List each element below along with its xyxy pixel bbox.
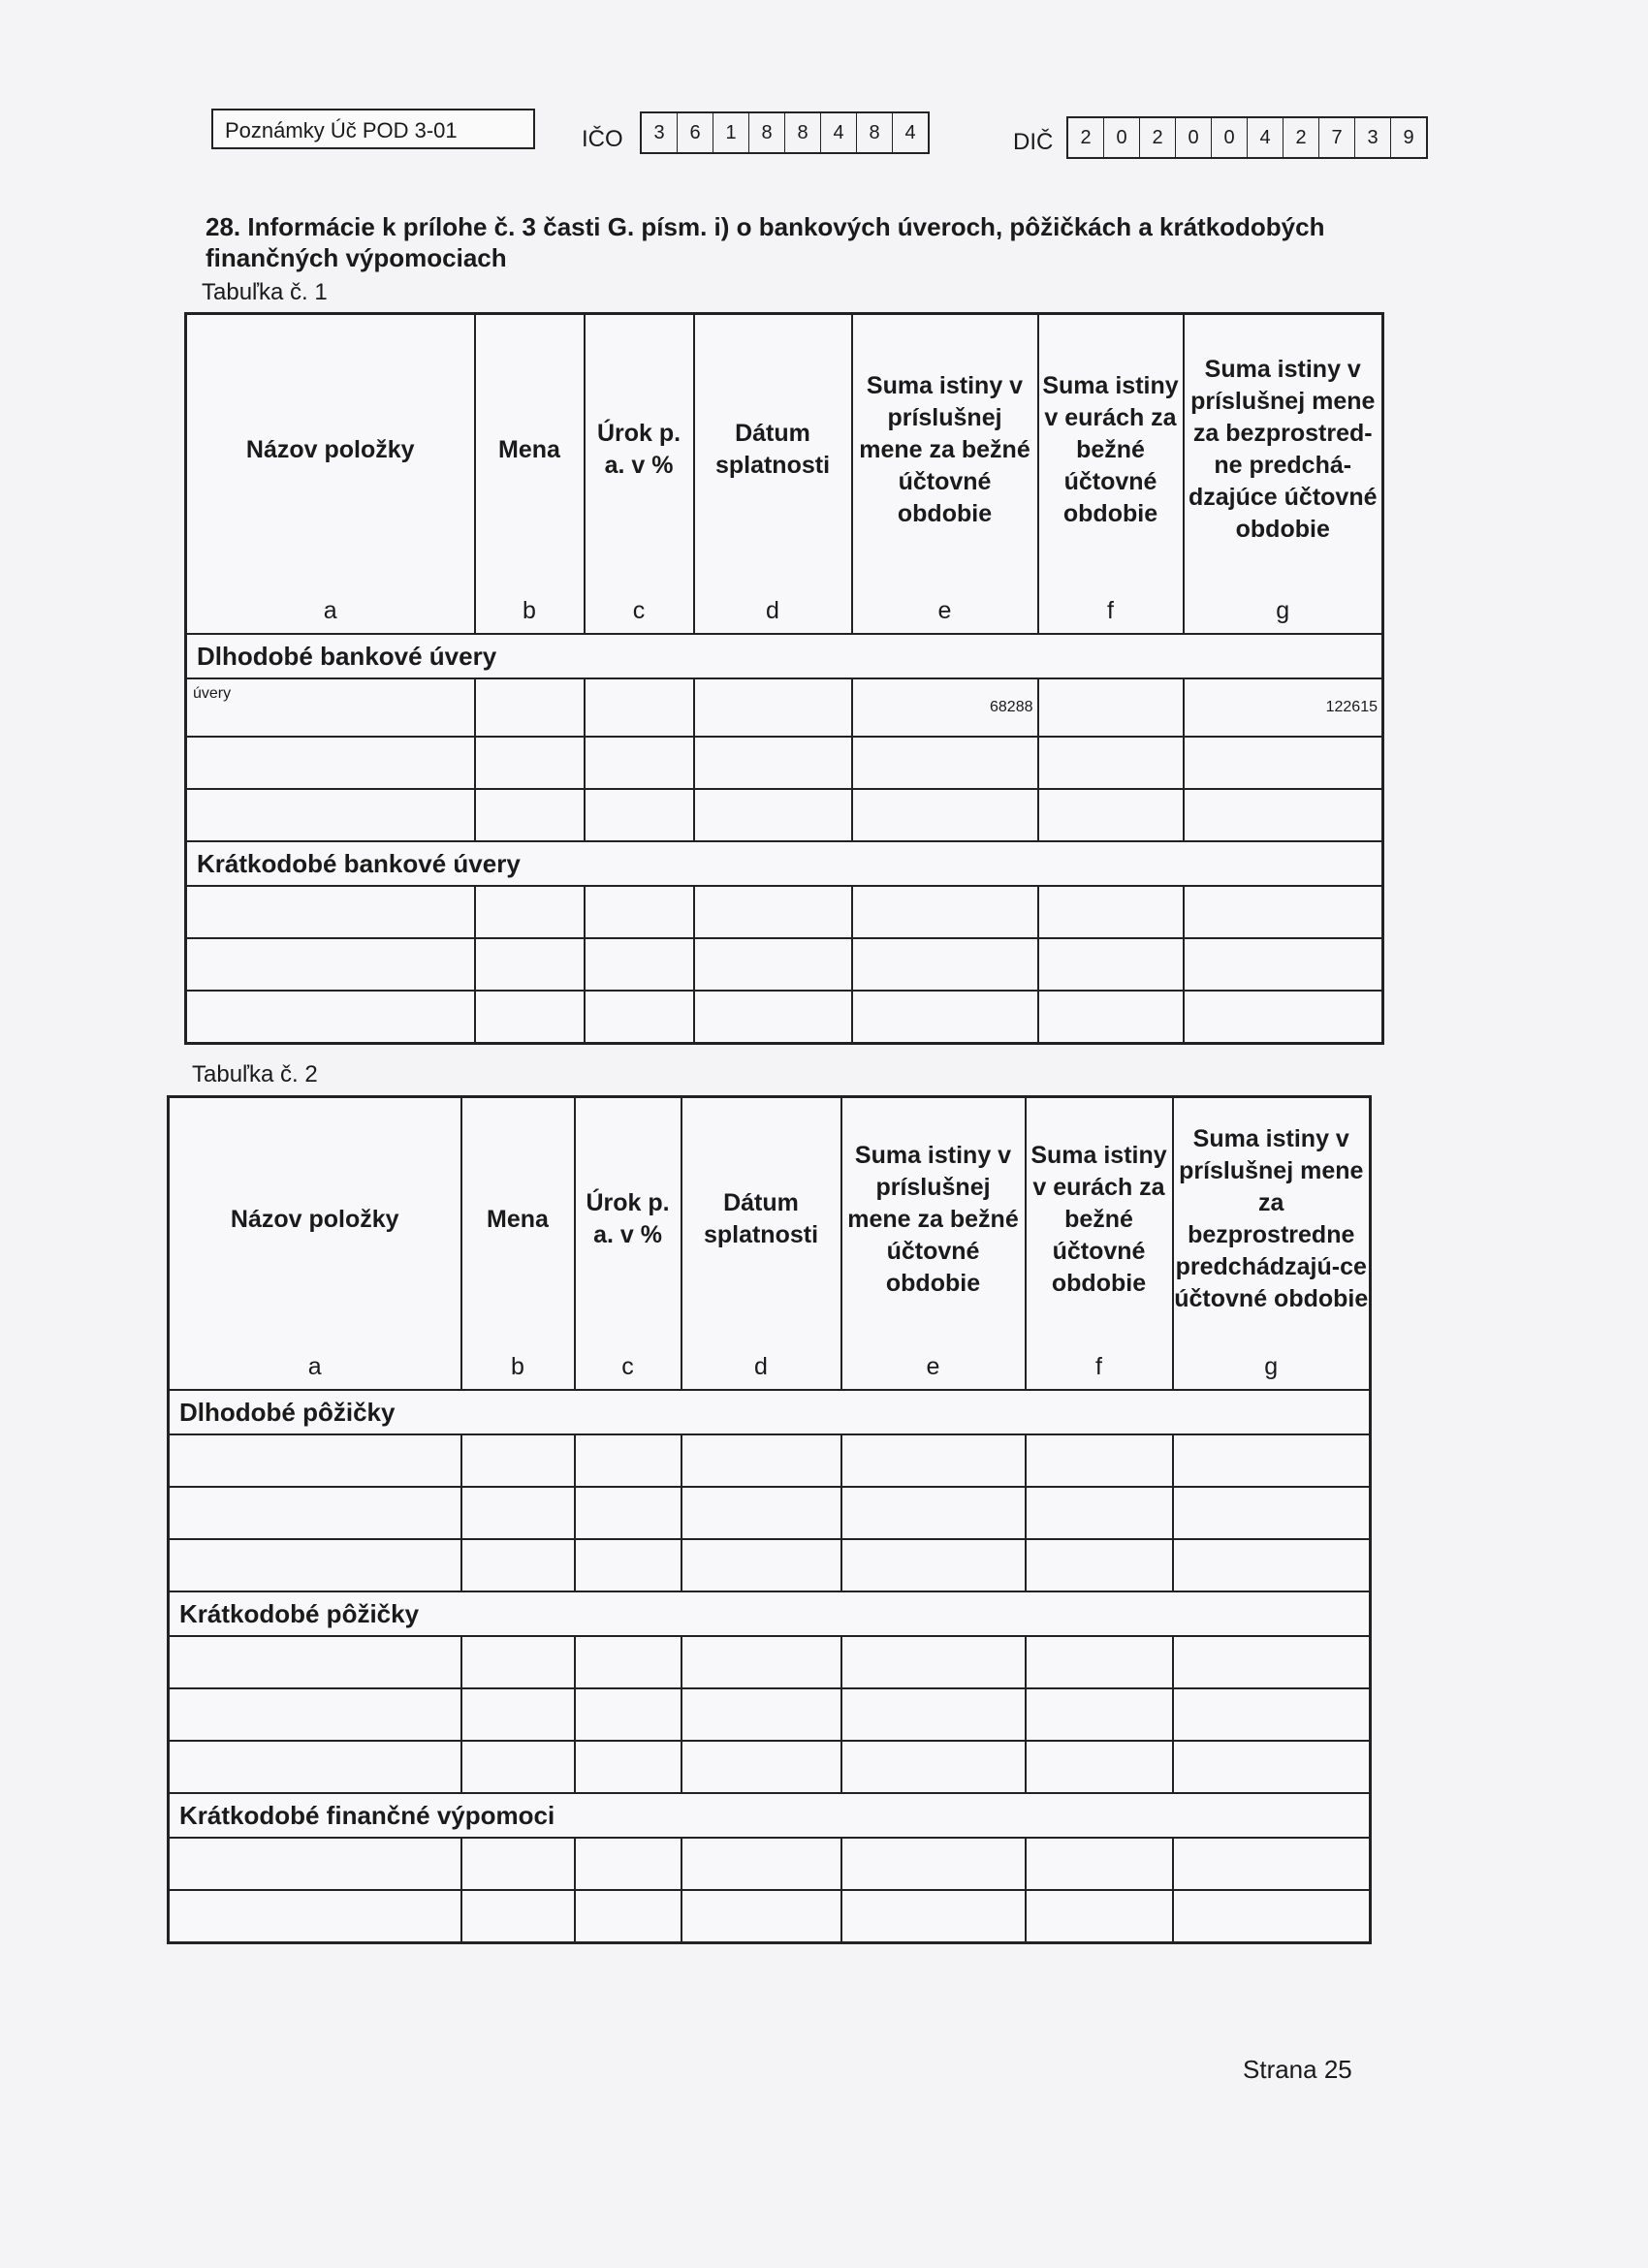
- dic-digit: 4: [1248, 118, 1284, 157]
- table-cell: [575, 1434, 681, 1487]
- col-letter: g: [1173, 1340, 1371, 1390]
- table-cell: [1026, 1741, 1173, 1793]
- col-letter: d: [681, 1340, 841, 1390]
- col-header-currency: Mena: [461, 1097, 575, 1341]
- table-cell: [1173, 1688, 1371, 1741]
- table-cell: [575, 1890, 681, 1943]
- ico-digit: 3: [642, 113, 678, 152]
- dic-digit: 0: [1212, 118, 1248, 157]
- table-cell: [169, 1688, 461, 1741]
- table-cell: [575, 1539, 681, 1591]
- dic-digit: 0: [1104, 118, 1140, 157]
- dic-digit: 9: [1403, 127, 1414, 148]
- table-cell: [852, 789, 1038, 841]
- table-cell: [1184, 886, 1383, 938]
- section-long-term-loans: Dlhodobé pôžičky: [169, 1390, 1371, 1434]
- table-cell: [1184, 991, 1383, 1044]
- table-cell: [841, 1487, 1026, 1539]
- dic-label: DIČ: [1013, 129, 1054, 155]
- row-label-loans: úvery: [186, 678, 475, 737]
- col-header-sum-currency: Suma istiny v príslušnej mene za bežné účtovné obdobie: [852, 314, 1038, 585]
- ico-digit: 6: [678, 113, 713, 152]
- table-cell: [585, 938, 694, 991]
- form-code: Poznámky Úč POD 3-01: [225, 118, 458, 142]
- table-cell: [1173, 1434, 1371, 1487]
- col-header-sum-prev: Suma istiny v príslušnej mene za bezprostredne predchádzajú-ce účtovné obdobie: [1173, 1097, 1371, 1341]
- col-header-interest: Úrok p. a. v %: [575, 1097, 681, 1341]
- ico-digit: 4: [821, 113, 857, 152]
- table-cell: [575, 1838, 681, 1890]
- table-cell: [1026, 1688, 1173, 1741]
- table-cell: [169, 1890, 461, 1943]
- table-cell: [694, 886, 852, 938]
- col-letter: e: [852, 584, 1038, 634]
- table-cell: [681, 1539, 841, 1591]
- table-cell: [169, 1636, 461, 1688]
- table-cell: [694, 789, 852, 841]
- table-cell: [475, 886, 585, 938]
- table-cell: [852, 886, 1038, 938]
- dic-digit: 2: [1068, 118, 1104, 157]
- table2: [167, 1095, 1372, 1944]
- table-cell: [694, 678, 852, 737]
- table-cell: [169, 1434, 461, 1487]
- table-cell: [1173, 1838, 1371, 1890]
- table-cell: [475, 789, 585, 841]
- table-cell: [585, 886, 694, 938]
- table-cell: [186, 737, 475, 789]
- table-cell: [694, 991, 852, 1044]
- table-cell: [169, 1487, 461, 1539]
- col-letter: g: [1184, 584, 1383, 634]
- table-cell: [1038, 737, 1184, 789]
- col-header-currency: Mena: [475, 314, 585, 585]
- table-cell: [681, 1434, 841, 1487]
- table-cell: [1038, 789, 1184, 841]
- table-cell: [475, 737, 585, 789]
- table-cell: [585, 789, 694, 841]
- table-cell: [841, 1434, 1026, 1487]
- section-long-term-bank-loans: Dlhodobé bankové úvery: [186, 634, 1383, 678]
- col-header-sum-eur: Suma istiny v eurách za bežné účtovné obdobie: [1026, 1097, 1173, 1341]
- col-header-maturity: Dátum splatnosti: [694, 314, 852, 585]
- table-cell: [681, 1487, 841, 1539]
- table-cell: [186, 991, 475, 1044]
- table-cell: [1038, 886, 1184, 938]
- table-cell: [1026, 1636, 1173, 1688]
- table-cell: [681, 1688, 841, 1741]
- table-cell: [461, 1636, 575, 1688]
- table-cell: [852, 737, 1038, 789]
- value-sum-previous: 122615: [1184, 678, 1383, 737]
- dic-digit: 3: [1355, 118, 1391, 157]
- table-cell: [841, 1838, 1026, 1890]
- table-cell: [1173, 1487, 1371, 1539]
- table-cell: [1026, 1838, 1173, 1890]
- value-sum-current: 68288: [852, 678, 1038, 737]
- col-header-sum-prev: Suma istiny v príslušnej mene za bezprostred-ne predchá-dzajúce účtovné obdobie: [1184, 314, 1383, 585]
- table-cell: [681, 1636, 841, 1688]
- ico-digit: 8: [857, 113, 893, 152]
- table-cell: [1173, 1890, 1371, 1943]
- page-number: Strana 25: [1243, 2055, 1352, 2084]
- dic-digit: 7: [1319, 118, 1355, 157]
- table-cell: [169, 1838, 461, 1890]
- col-letter: e: [841, 1340, 1026, 1390]
- table-cell: [461, 1688, 575, 1741]
- ico-digit: 8: [749, 113, 785, 152]
- col-letter: a: [169, 1340, 461, 1390]
- dic-digit: 2: [1284, 118, 1319, 157]
- table-cell: [461, 1487, 575, 1539]
- section-short-term-financial-aid: Krátkodobé finančné výpomoci: [169, 1793, 1371, 1838]
- table-cell: [1184, 789, 1383, 841]
- table-cell: [852, 991, 1038, 1044]
- table-cell: [461, 1539, 575, 1591]
- col-letter: c: [585, 584, 694, 634]
- table-cell: [461, 1838, 575, 1890]
- table-cell: [585, 678, 694, 737]
- table-cell: [461, 1434, 575, 1487]
- col-letter: b: [475, 584, 585, 634]
- col-letter: a: [186, 584, 475, 634]
- table-cell: [585, 737, 694, 789]
- table-cell: [694, 938, 852, 991]
- table2-caption: Tabuľka č. 2: [192, 1061, 318, 1087]
- dic-digit: 2: [1140, 118, 1176, 157]
- table-cell: [575, 1741, 681, 1793]
- table-cell: [841, 1539, 1026, 1591]
- col-header-maturity: Dátum splatnosti: [681, 1097, 841, 1341]
- table-cell: [841, 1741, 1026, 1793]
- table-cell: [1026, 1539, 1173, 1591]
- table-cell: [681, 1890, 841, 1943]
- table-cell: [461, 1741, 575, 1793]
- table-cell: [1038, 938, 1184, 991]
- col-header-name: Názov položky: [186, 314, 475, 585]
- table-cell: [169, 1539, 461, 1591]
- table-cell: [585, 991, 694, 1044]
- table-cell: [841, 1890, 1026, 1943]
- col-letter: f: [1038, 584, 1184, 634]
- dic-digit: 0: [1176, 118, 1212, 157]
- table-cell: [1173, 1539, 1371, 1591]
- form-code-box: [211, 109, 535, 149]
- table-cell: [186, 886, 475, 938]
- table1: [184, 312, 1384, 1045]
- table-cell: [186, 938, 475, 991]
- table-cell: [694, 737, 852, 789]
- table-cell: [1184, 938, 1383, 991]
- section-short-term-bank-loans: Krátkodobé bankové úvery: [186, 841, 1383, 886]
- table-cell: [461, 1890, 575, 1943]
- table-cell: [841, 1688, 1026, 1741]
- table-cell: [1173, 1636, 1371, 1688]
- ico-digit: 4: [904, 122, 916, 143]
- table-cell: [169, 1741, 461, 1793]
- table-cell: [681, 1838, 841, 1890]
- col-header-sum-eur: Suma istiny v eurách za bežné účtovné obdobie: [1038, 314, 1184, 585]
- ico-label: IČO: [582, 126, 623, 152]
- table-cell: [575, 1688, 681, 1741]
- table-cell: [1026, 1890, 1173, 1943]
- table-cell: [186, 789, 475, 841]
- col-header-name: Názov položky: [169, 1097, 461, 1341]
- table-cell: [1038, 991, 1184, 1044]
- ico-digit: 1: [713, 113, 749, 152]
- col-letter: b: [461, 1340, 575, 1390]
- table-cell: [1184, 737, 1383, 789]
- col-letter: c: [575, 1340, 681, 1390]
- table1-caption: Tabuľka č. 1: [202, 279, 328, 305]
- section-short-term-loans: Krátkodobé pôžičky: [169, 1591, 1371, 1636]
- col-letter: f: [1026, 1340, 1173, 1390]
- table-cell: [681, 1741, 841, 1793]
- table-cell: [841, 1636, 1026, 1688]
- col-letter: d: [694, 584, 852, 634]
- table-cell: [475, 991, 585, 1044]
- table-cell: [475, 938, 585, 991]
- dic-digits: [1066, 116, 1428, 159]
- table-cell: [575, 1487, 681, 1539]
- table-cell: [575, 1636, 681, 1688]
- table-cell: [1026, 1434, 1173, 1487]
- col-header-sum-currency: Suma istiny v príslušnej mene za bežné účtovné obdobie: [841, 1097, 1026, 1341]
- table-cell: [1026, 1487, 1173, 1539]
- ico-digit: 8: [785, 113, 821, 152]
- table-cell: [1038, 678, 1184, 737]
- table-cell: [852, 938, 1038, 991]
- section-title: 28. Informácie k prílohe č. 3 časti G. písm. i) o bankových úveroch, pôžičkách a krátkodobých finančných výpomociach: [206, 212, 1325, 272]
- col-header-interest: Úrok p. a. v %: [585, 314, 694, 585]
- ico-digits: [640, 111, 930, 154]
- table-cell: [475, 678, 585, 737]
- table-cell: [1173, 1741, 1371, 1793]
